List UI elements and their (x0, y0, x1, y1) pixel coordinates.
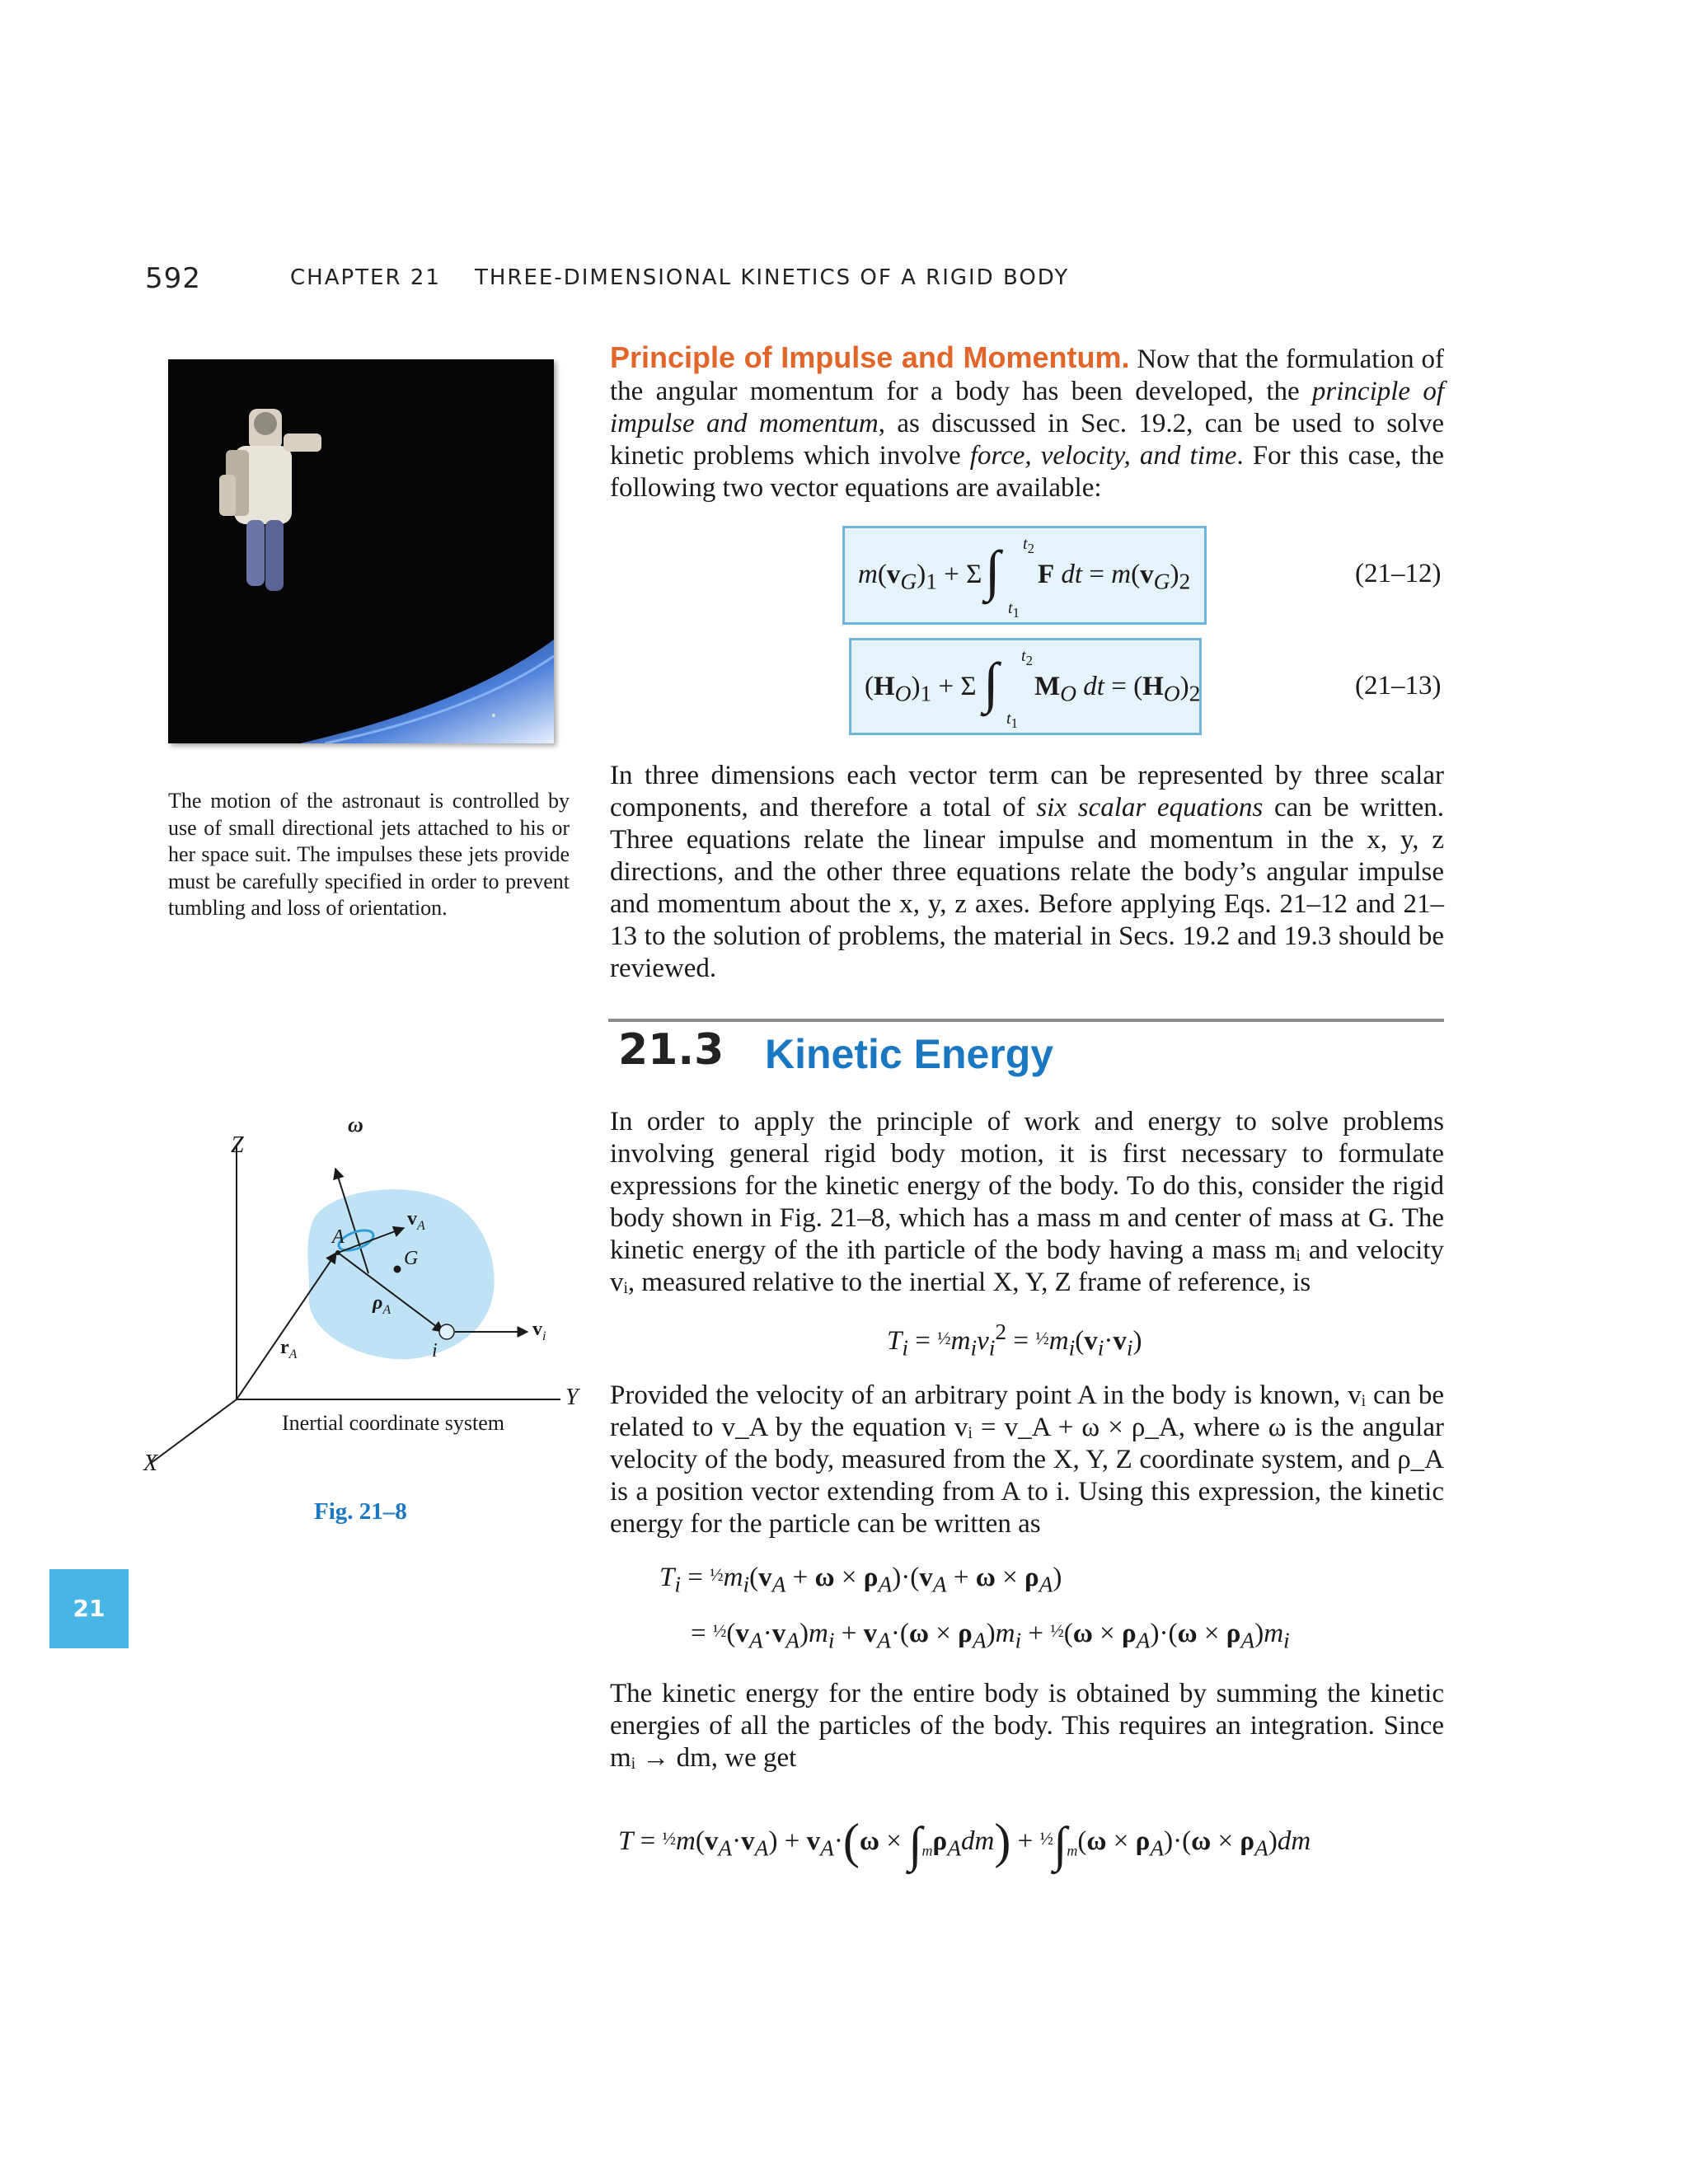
scalar-text-a: In three dimensions each vector term can be represented by three scalar components, and therefore a total of (610, 761, 1444, 823)
label-point-g: G (404, 1248, 419, 1269)
label-inertial-system: Inertial coordinate system (282, 1411, 505, 1435)
center-of-mass (394, 1266, 401, 1273)
integral-sign-2: ∫ (983, 651, 999, 714)
label-y-axis: Y (565, 1385, 579, 1410)
impulse-text-c: . For this case, the following two vector equations are available: (610, 441, 1445, 503)
equation-21-12-box (842, 526, 1207, 625)
impulse-text-a: Now that the formulation of the angular momentum for a body has been developed, the (610, 344, 1444, 406)
astronaut-photo (168, 359, 554, 743)
section-title: Kinetic Energy (765, 1031, 1054, 1077)
impulse-em-2: force, velocity, and time (969, 441, 1237, 471)
label-point-a: A (332, 1226, 345, 1248)
impulse-paragraph (610, 341, 1444, 504)
section-number: 21.3 (618, 1025, 724, 1075)
label-va: $v_A$ (407, 1208, 425, 1233)
equation-21-12-rhs: F dt = $m(v_G)_2$ (1038, 560, 1191, 594)
rigid-body (307, 1189, 494, 1359)
integral-upper-2: $t_2$ (1021, 647, 1033, 668)
kinetic-paragraph-3: The kinetic energy for the entire body is obtained by summing the kinetic energies of all the particles of the body. This requires an integration. Since mᵢ → dm, we get (610, 1679, 1444, 1773)
astronaut-image (168, 359, 554, 743)
x-axis (150, 1399, 237, 1464)
equation-21-13-rhs: $M_O$ dt = $(H_O)_2$ (1034, 672, 1201, 706)
particle-i (439, 1324, 454, 1339)
chapter-label: CHAPTER 21 (290, 265, 441, 290)
scalar-paragraph (610, 760, 1444, 985)
photo-caption: The motion of the astronaut is controlled by use of small directional jets attached to his or her space suit. The impulses these jets provide must be carefully specified in order to prevent tumbling and loss of orientation. (168, 789, 570, 920)
equation-ti-expanded-2: = $\frac{1}{2}(v_A\cdot v_A)m_i + v_A\cdot(\omega \times \rho_A)m_i$ + ½(ω × $\rho_A)\cdot(\omega \times \rho_A)m_i$ (691, 1619, 1290, 1653)
running-header (145, 262, 1070, 295)
integral-lower-2: $t_1$ (1006, 710, 1018, 731)
integral-sign: ∫ (985, 539, 1001, 602)
integral-upper: $t_2$ (1023, 535, 1034, 556)
label-ra: $r_A$ (280, 1337, 298, 1361)
impulse-em-1: principle of impulse and momentum (610, 377, 1445, 438)
equation-number-21-13: (21–13) (1355, 671, 1442, 701)
impulse-heading: Principle of Impulse and Momentum. (610, 340, 1130, 374)
equation-ti-expanded-1: $T_i$ = $\frac{1}{2}m_i(v_A + \omega \times \rho_A)\cdot(v_A + \omega \times \rho_A)$ (659, 1563, 1062, 1597)
impulse-text-b: , as discussed in Sec. 19.2, can be used to solve kinetic problems which involve (610, 409, 1444, 471)
equation-21-13: $(H_O)_1 + \Sigma$ (865, 672, 977, 706)
equation-number-21-12: (21–12) (1355, 559, 1442, 588)
kinetic-paragraph-2: Provided the velocity of an arbitrary point A in the body is known, vᵢ can be related to v_A by the equation vᵢ = v_A + ω × ρ_A, where ω is the angular velocity of the body, measured from the X, Y, Z coordinate system, and ρ_A is a position vector extending from A to i. Using this expression, the kinetic energy for the particle can be written as (610, 1380, 1444, 1539)
figure-21-8 (140, 1096, 585, 1492)
scalar-text-b: can be written. Three equations relate the linear impulse and momentum in the x, y, z directions, and the other three equations relate the body’s angular impulse and momentum about the x, y, z axes. Before applying Eqs. 21–12 and 21–13 to the solution of problems, the material in Secs. 19.2 and 19.3 should be reviewed. (610, 793, 1445, 983)
figure-label: Fig. 21–8 (314, 1498, 407, 1525)
chapter-title (290, 265, 1069, 290)
label-vi: $v_i$ (532, 1319, 546, 1343)
label-z-axis: Z (231, 1132, 244, 1158)
scalar-em: six scalar equations (1036, 793, 1264, 823)
label-rho: $\rho_A$ (373, 1292, 392, 1317)
equation-total-energy: $T = \frac{1}{2}m(v_A\cdot v_A) + v_A\cdot(\omega \times \int_m\rho_Adm)$ + $\frac{1}{2}\int_m(\omega \times \rho_A)\cdot(\omega \times \rho_A)dm$ (618, 1814, 1311, 1872)
equation-particle-energy: $T_i$ = $\frac{1}{2}m_iv_i^2$ = $\frac{1}{2}m_i(v_i\cdot v_i)$ (887, 1319, 1142, 1361)
chapter-name: THREE-DIMENSIONAL KINETICS OF A RIGID BODY (474, 265, 1070, 290)
kinetic-paragraph-1: In order to apply the principle of work and energy to solve problems involving general rigid body motion, it is first necessary to formulate expressions for the kinetic energy of the body. To do this, consider the rigid body shown in Fig. 21–8, which has a mass m and center of mass at G. The kinetic energy of the ith particle of the body having a mass mᵢ and velocity vᵢ, measured relative to the inertial X, Y, Z frame of reference, is (610, 1107, 1444, 1297)
chapter-tab: 21 (49, 1569, 129, 1648)
label-point-i: i (432, 1340, 438, 1361)
equation-21-13-box (849, 638, 1202, 735)
label-omega: ω (348, 1113, 363, 1137)
section-rule (608, 1019, 1444, 1022)
label-x-axis: X (143, 1451, 158, 1476)
integral-lower: $t_1$ (1008, 599, 1020, 621)
page-number: 592 (145, 262, 201, 295)
point-a-dot (335, 1250, 340, 1255)
equation-21-12: $m(v_G)_1 + \Sigma$ (858, 560, 982, 594)
